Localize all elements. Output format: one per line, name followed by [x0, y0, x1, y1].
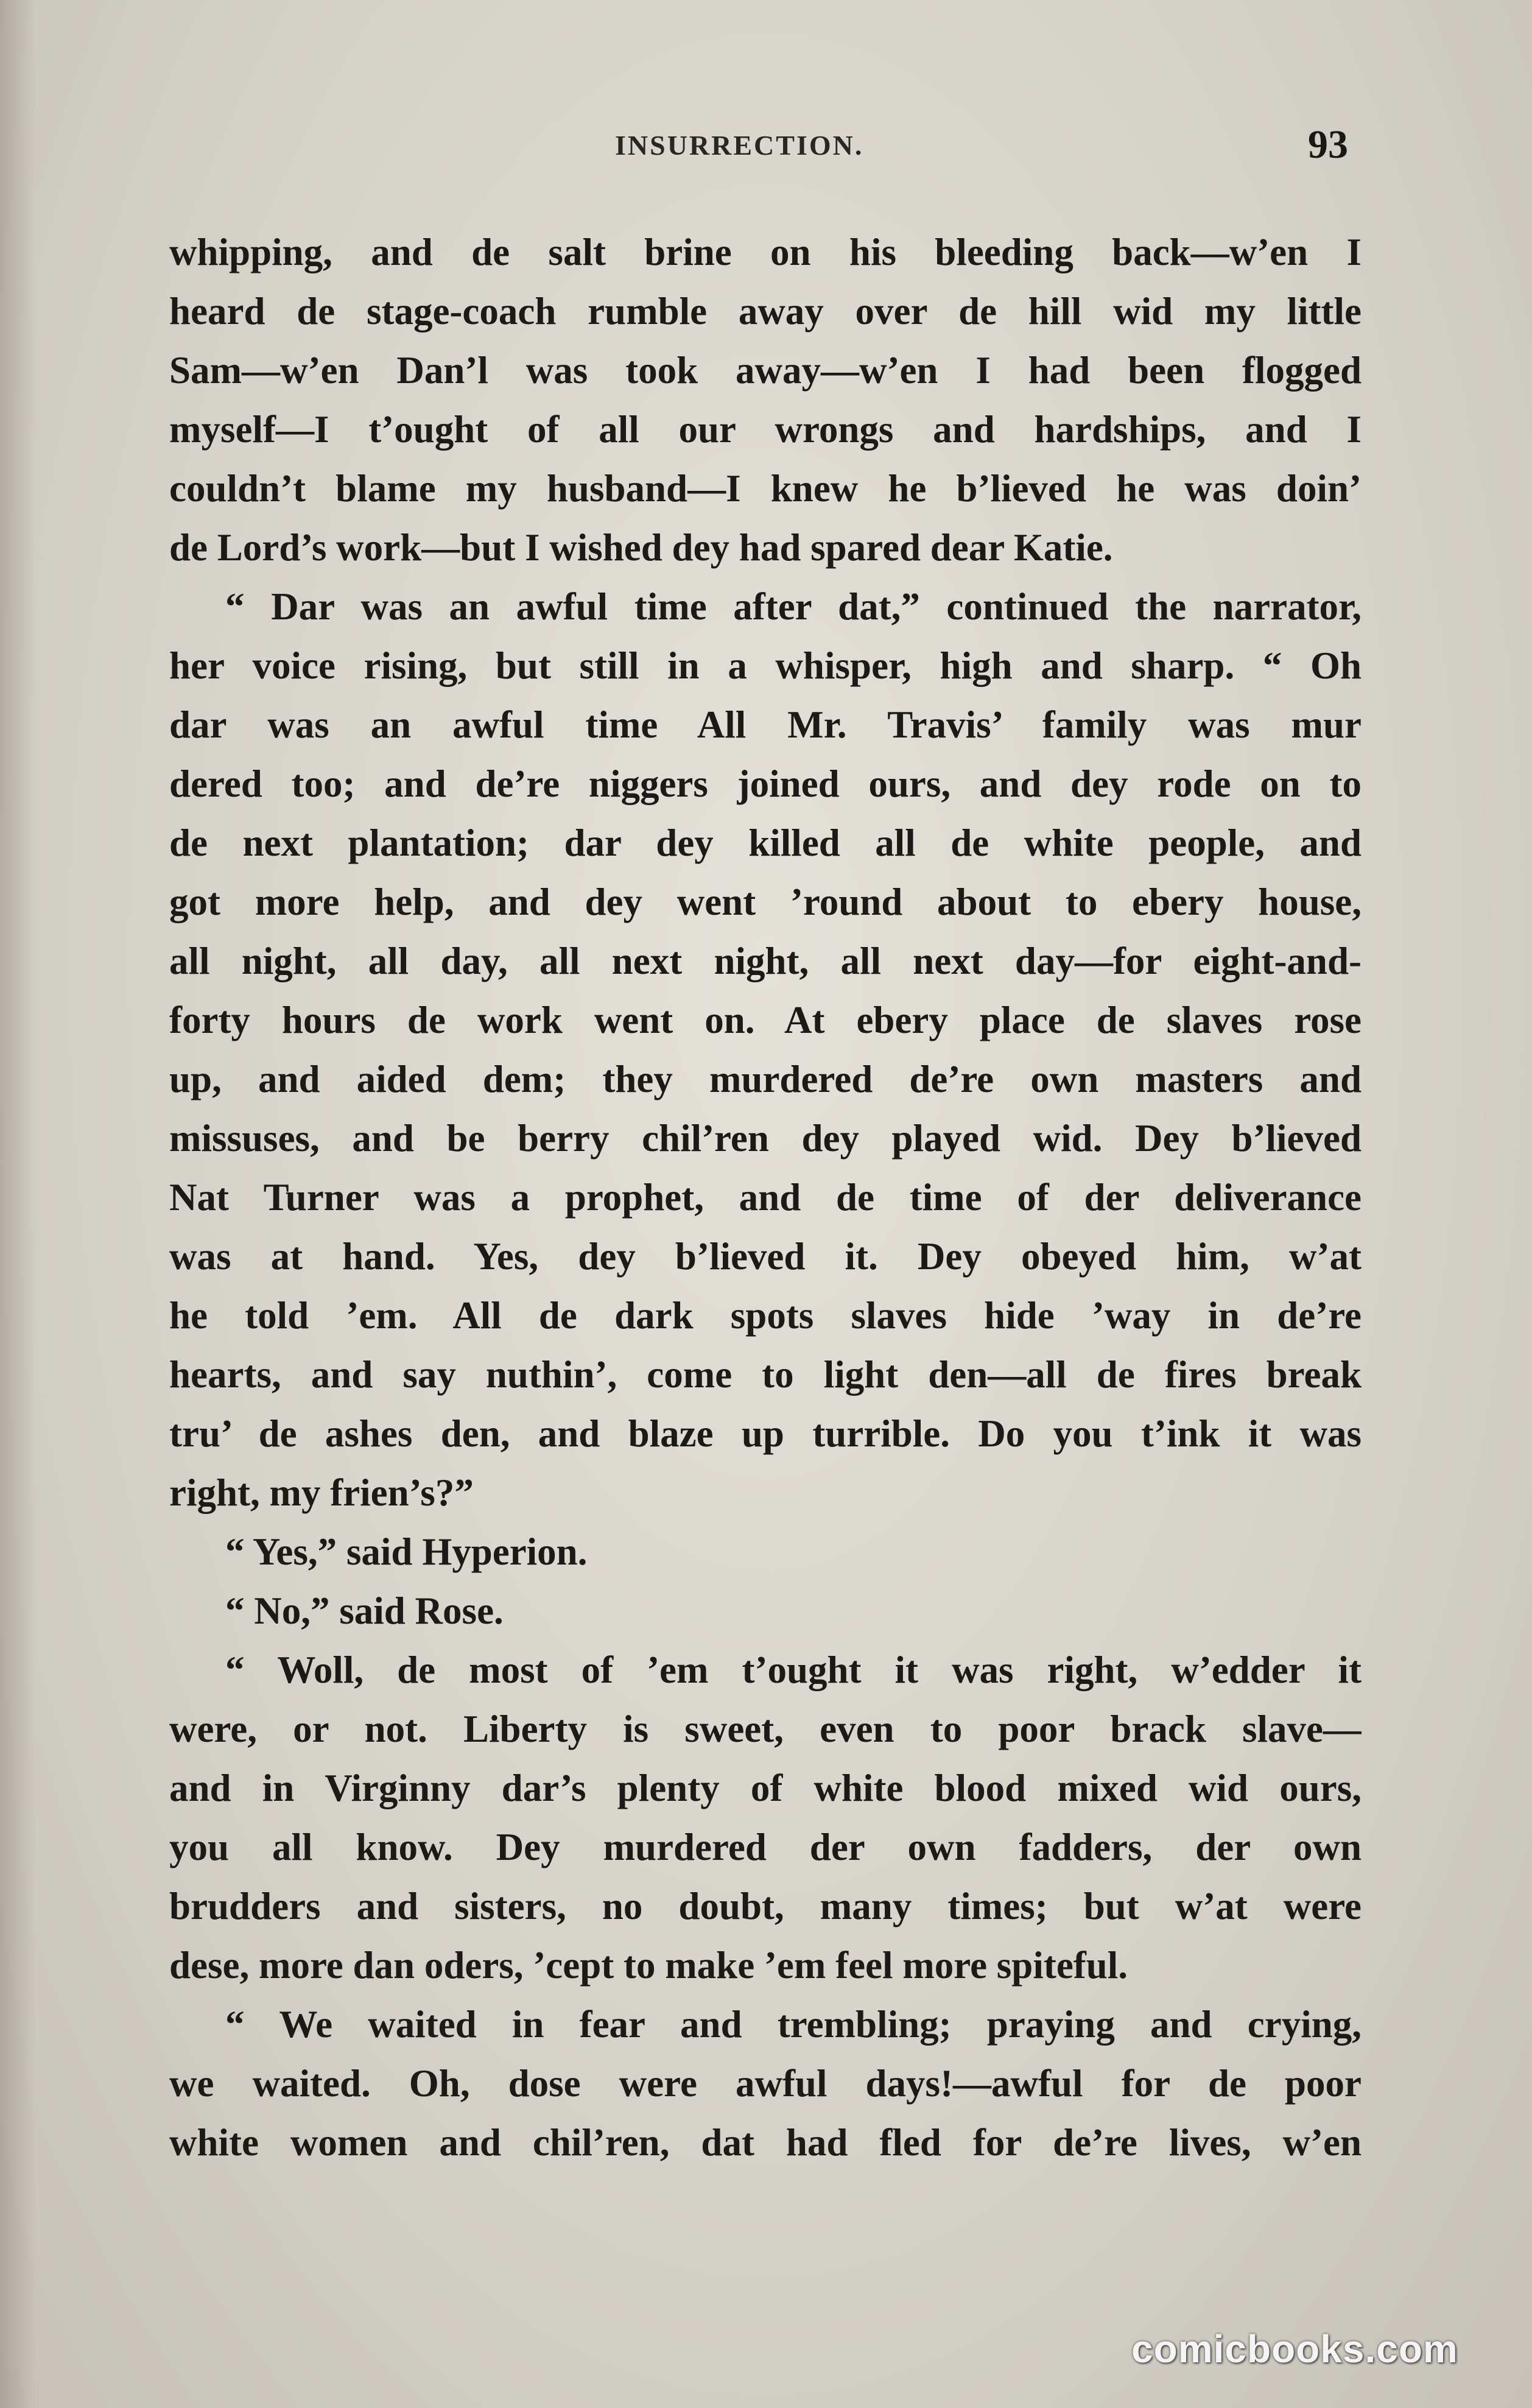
- text-line: was at hand. Yes, dey b’lieved it. Dey obeyed him, w’at: [169, 1235, 1362, 1278]
- text-line: all night, all day, all next night, all next day—for eight-and-: [169, 940, 1362, 982]
- text-line: Sam—w’en Dan’l was took away—w’en I had been flogged: [169, 349, 1362, 392]
- body-text: [169, 223, 1362, 2172]
- text-line: he told ’em. All de dark spots slaves hide ’way in de’re: [169, 1294, 1362, 1337]
- text-line: dese, more dan oders, ’cept to make ’em feel more spiteful.: [169, 1944, 1128, 1987]
- text-line: missuses, and be berry chil’ren dey played wid. Dey b’lieved: [169, 1117, 1362, 1160]
- text-line: up, and aided dem; they murdered de’re own masters and: [169, 1058, 1362, 1100]
- watermark-text: comicbooks.com: [1131, 2327, 1458, 2371]
- text-line: and in Virginny dar’s plenty of white blood mixed wid ours,: [169, 1767, 1362, 1809]
- text-line: “ Yes,” said Hyperion.: [225, 1530, 588, 1573]
- text-line: forty hours de work went on. At ebery place de slaves rose: [169, 999, 1362, 1041]
- text-line: myself—I t’ought of all our wrongs and hardships, and I: [169, 408, 1362, 451]
- text-line: heard de stage-coach rumble away over de hill wid my little: [169, 290, 1362, 333]
- text-line: were, or not. Liberty is sweet, even to poor brack slave—: [169, 1708, 1362, 1750]
- running-title: INSURRECTION.: [615, 130, 864, 161]
- text-line: white women and chil’ren, dat had fled for de’re lives, w’en: [169, 2121, 1362, 2164]
- text-line: “ Woll, de most of ’em t’ought it was right, w’edder it: [225, 1649, 1362, 1691]
- text-line: you all know. Dey murdered der own fadders, der own: [169, 1826, 1362, 1868]
- text-line: tru’ de ashes den, and blaze up turrible. Do you t’ink it was: [169, 1412, 1362, 1455]
- text-line: we waited. Oh, dose were awful days!—awful for de poor: [169, 2062, 1362, 2105]
- text-line: dar was an awful time All Mr. Travis’ family was mur: [169, 703, 1362, 746]
- text-line: “ No,” said Rose.: [225, 1589, 504, 1632]
- text-line: hearts, and say nuthin’, come to light den—all de fires break: [169, 1353, 1362, 1396]
- text-line: her voice rising, but still in a whisper, high and sharp. “ Oh: [169, 644, 1362, 687]
- running-header: [0, 122, 1532, 177]
- text-line: “ We waited in fear and trembling; praying and crying,: [225, 2003, 1362, 2046]
- text-line: Nat Turner was a prophet, and de time of der deliverance: [169, 1176, 1362, 1219]
- text-line: whipping, and de salt brine on his bleeding back—w’en I: [169, 231, 1362, 273]
- text-line: got more help, and dey went ’round about to ebery house,: [169, 881, 1362, 923]
- text-line: de Lord’s work—but I wished dey had spared dear Katie.: [169, 526, 1113, 569]
- text-line: dered too; and de’re niggers joined ours, and dey rode on to: [169, 762, 1362, 805]
- text-line: brudders and sisters, no doubt, many times; but w’at were: [169, 1885, 1362, 1927]
- text-line: de next plantation; dar dey killed all de white people, and: [169, 822, 1362, 864]
- text-line: couldn’t blame my husband—I knew he b’lieved he was doin’: [169, 467, 1362, 510]
- text-line: “ Dar was an awful time after dat,” continued the narrator,: [225, 585, 1362, 628]
- text-line: right, my frien’s?”: [169, 1471, 474, 1514]
- binding-shadow: [0, 0, 37, 2408]
- page-number: 93: [1308, 122, 1348, 167]
